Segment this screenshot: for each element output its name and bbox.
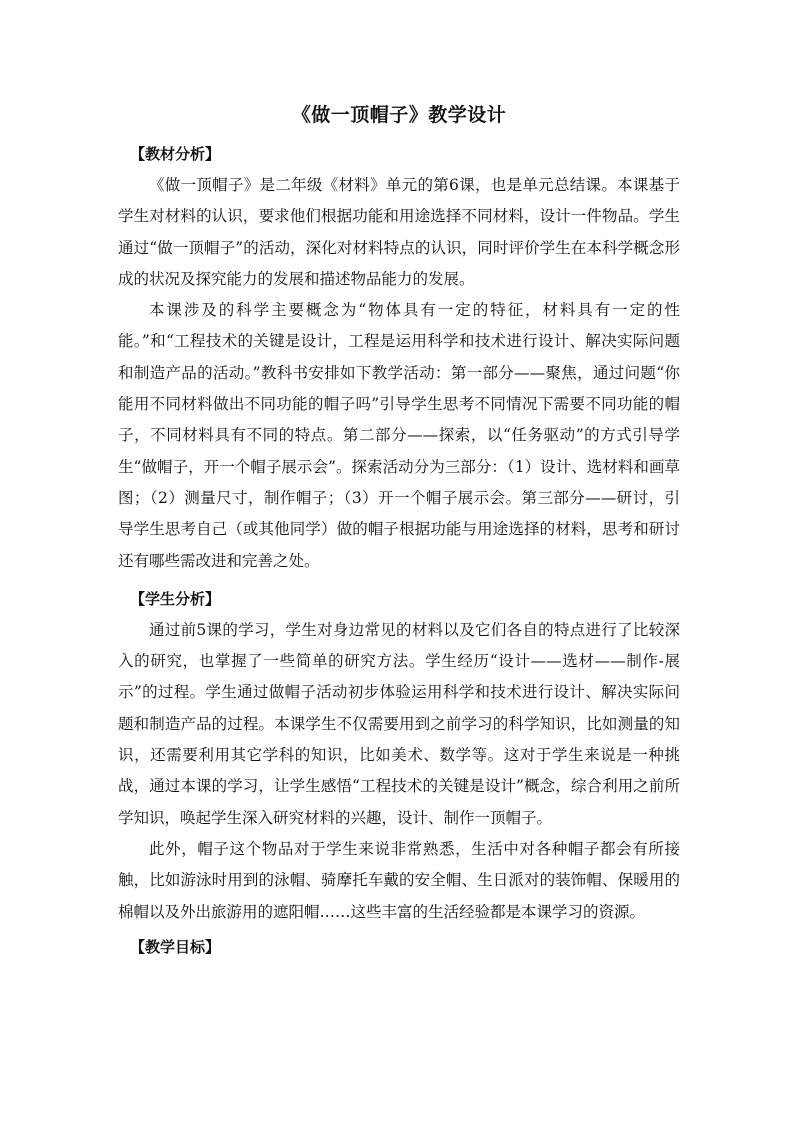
paragraph: 通过前5课的学习，学生对身边常见的材料以及它们各自的特点进行了比较深入的研究，也掌握了一些简单的研究方法。学生经历“设计——选材——制作-展示”的过程。学生通过做帽子活动初步体验运用科学和技术进行设计、解决实际问题和制造产品的过程。本课学生不仅需要用到之前学习的科学知识，比如测量的知识，还需要利用其它学科的知识，比如美术、数学等。这对于学生来说是一种挑战，通过本课的学习，让学生感悟“工程技术的关键是设计”概念，综合利用之前所学知识，唤起学生深入研究材料的兴趣，设计、制作一顶帽子。 [118,620,680,827]
paragraph: 《做一顶帽子》是二年级《材料》单元的第6课，也是单元总结课。本课基于学生对材料的认识，要求他们根据功能和用途选择不同材料，设计一件物品。学生通过“做一顶帽子”的活动，深化对材料特点的认识，同时评价学生在本科学概念形成的状况及探究能力的发展和描述物品能力的发展。 [118,176,680,288]
paragraph: 此外，帽子这个物品对于学生来说非常熟悉，生活中对各种帽子都会有所接触，比如游泳时用到的泳帽、骑摩托车戴的安全帽、生日派对的装饰帽、保暖用的棉帽以及外出旅游用的遮阳帽……这些丰富的生活经验都是本课学习的资源。 [118,839,680,921]
section-material-analysis [118,139,680,577]
section-teaching-objectives [118,932,680,963]
section-heading: 【教学目标】 [130,937,221,956]
section-student-analysis [118,584,680,928]
paragraph: 本课涉及的科学主要概念为“物体具有一定的特征，材料具有一定的性能。”和“工程技术的关键是设计，工程是运用科学和技术进行设计、解决实际问题和制造产品的活动。”教科书安排如下教学活动：第一部分——聚焦，通过问题“你能用不同材料做出不同功能的帽子吗”引导学生思考不同情况下需要不同功能的帽子，不同材料具有不同的特点。第二部分——探索，以“任务驱动”的方式引导学生“做帽子，开一个帽子展示会”。探索活动分为三部分：（1）设计、选材料和画草图；（2）测量尺寸，制作帽子；（3）开一个帽子展示会。第三部分——研讨，引导学生思考自己（或其他同学）做的帽子根据功能与用途选择的材料，思考和研讨还有哪些需改进和完善之处。 [118,301,680,570]
section-heading: 【学生分析】 [130,589,221,608]
document-title: 《做一顶帽子》教学设计 [291,104,507,126]
document-page [118,100,680,967]
section-heading: 【教材分析】 [130,145,221,163]
